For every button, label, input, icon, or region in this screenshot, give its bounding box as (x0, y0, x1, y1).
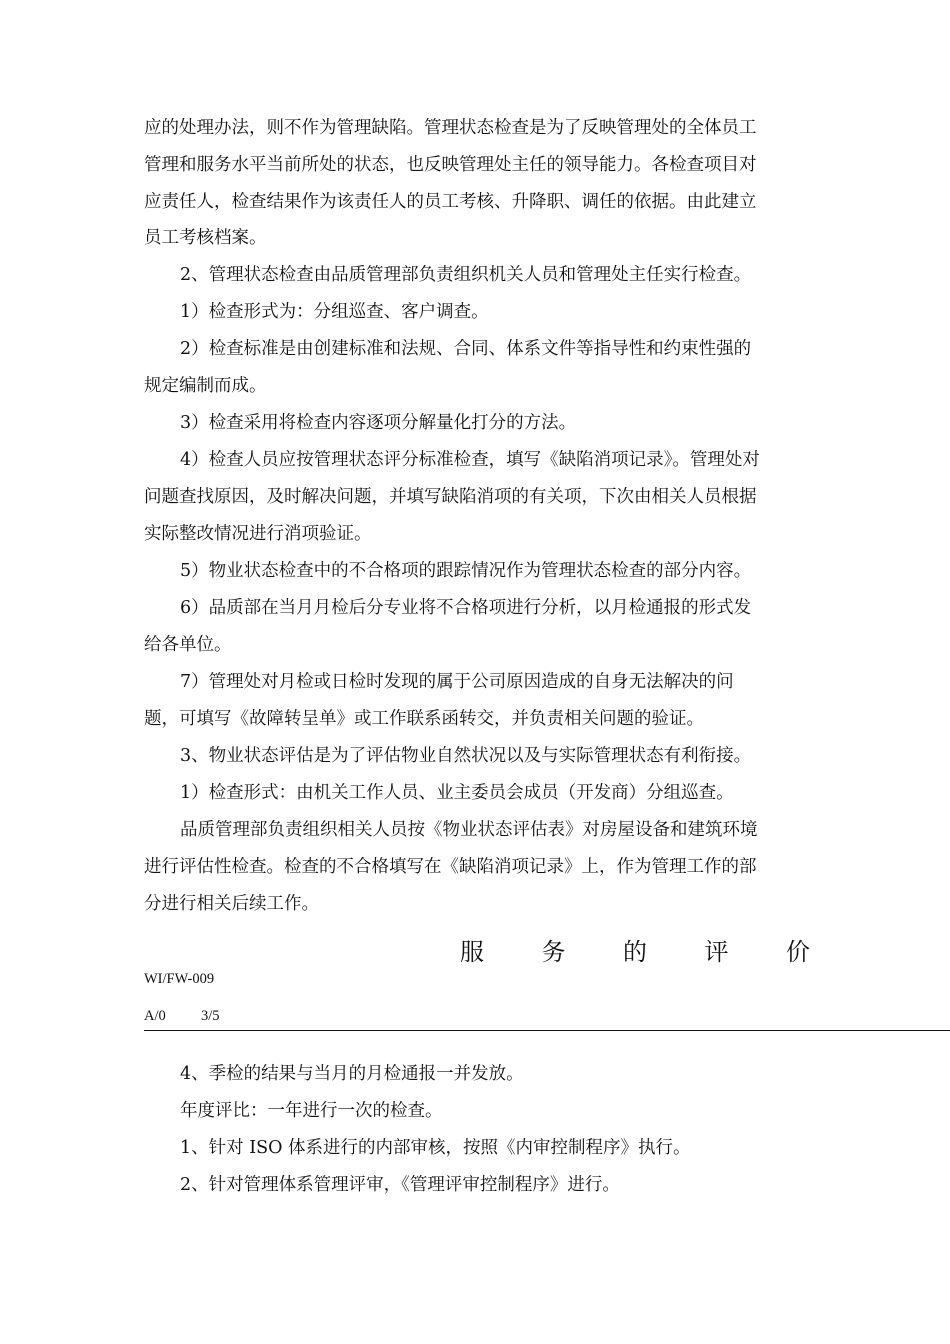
paragraph-line: 年度评比：一年进行一次的检查。 (180, 1101, 443, 1121)
header-title-char: 的 (623, 938, 647, 966)
header-title-char: 服 (460, 938, 484, 966)
paragraph-line: 规定编制而成。 (144, 376, 267, 396)
paragraph-line: 2）检查标准是由创建标准和法规、合同、体系文件等指导性和约束性强的 (180, 339, 752, 359)
doc-code: WI/FW-009 (144, 971, 215, 987)
page-number: 3/5 (201, 1008, 220, 1024)
paragraph-line: 应责任人，检查结果作为该责任人的员工考核、升降职、调任的依据。由此建立 (144, 192, 757, 212)
version-page-row (144, 1008, 220, 1025)
paragraph-line: 4）检查人员应按管理状态评分标准检查，填写《缺陷消项记录》。管理处对 (180, 450, 760, 470)
paragraph-line: 2、针对管理体系管理评审，《管理评审控制程序》进行。 (180, 1175, 620, 1195)
paragraph-line: 6）品质部在当月月检后分专业将不合格项进行分析，以月检通报的形式发 (180, 598, 752, 618)
header-title-char: 评 (704, 938, 729, 966)
paragraph-line: 3）检查采用将检查内容逐项分解量化打分的方法。 (180, 413, 577, 433)
paragraph-line: 进行评估性检查。检查的不合格填写在《缺陷消项记录》上，作为管理工作的部 (144, 857, 757, 877)
paragraph-line: 实际整改情况进行消项验证。 (144, 524, 372, 544)
paragraph-line: 5）物业状态检查中的不合格项的跟踪情况作为管理状态检查的部分内容。 (180, 561, 752, 581)
paragraph-line: 4、季检的结果与当月的月检通报一并发放。 (180, 1064, 524, 1084)
paragraph-line: 1、针对 ISO 体系进行的内部审核，按照《内审控制程序》执行。 (180, 1138, 691, 1158)
paragraph-line: 分进行相关后续工作。 (144, 894, 319, 914)
version: A/0 (144, 1008, 166, 1024)
header-divider (144, 1030, 950, 1031)
paragraph-line: 品质管理部负责组织相关人员按《物业状态评估表》对房屋设备和建筑环境 (180, 820, 758, 840)
paragraph-line: 问题查找原因，及时解决问题，并填写缺陷消项的有关项，下次由相关人员根据 (144, 487, 757, 507)
paragraph-line: 题，可填写《故障转呈单》或工作联系函转交，并负责相关问题的验证。 (144, 709, 704, 729)
paragraph-line: 7）管理处对月检或日检时发现的属于公司原因造成的自身无法解决的问 (180, 672, 734, 692)
paragraph-line: 员工考核档案。 (144, 228, 267, 248)
paragraph-line: 3、物业状态评估是为了评估物业自然状况以及与实际管理状态有利衔接。 (180, 746, 752, 766)
paragraph-line: 2、管理状态检查由品质管理部负责组织机关人员和管理处主任实行检查。 (180, 265, 752, 285)
paragraph-line: 管理和服务水平当前所处的状态，也反映管理处主任的领导能力。各检查项目对 (144, 155, 757, 175)
header-title (460, 932, 810, 967)
paragraph-line: 1）检查形式为：分组巡查、客户调查。 (180, 302, 489, 322)
header-title-char: 价 (786, 938, 810, 966)
paragraph-line: 应的处理办法，则不作为管理缺陷。管理状态检查是为了反映管理处的全体员工 (144, 118, 757, 138)
paragraph-line: 给各单位。 (144, 635, 232, 655)
paragraph-line: 1）检查形式：由机关工作人员、业主委员会成员（开发商）分组巡查。 (180, 783, 734, 803)
header-title-char: 务 (541, 938, 566, 966)
